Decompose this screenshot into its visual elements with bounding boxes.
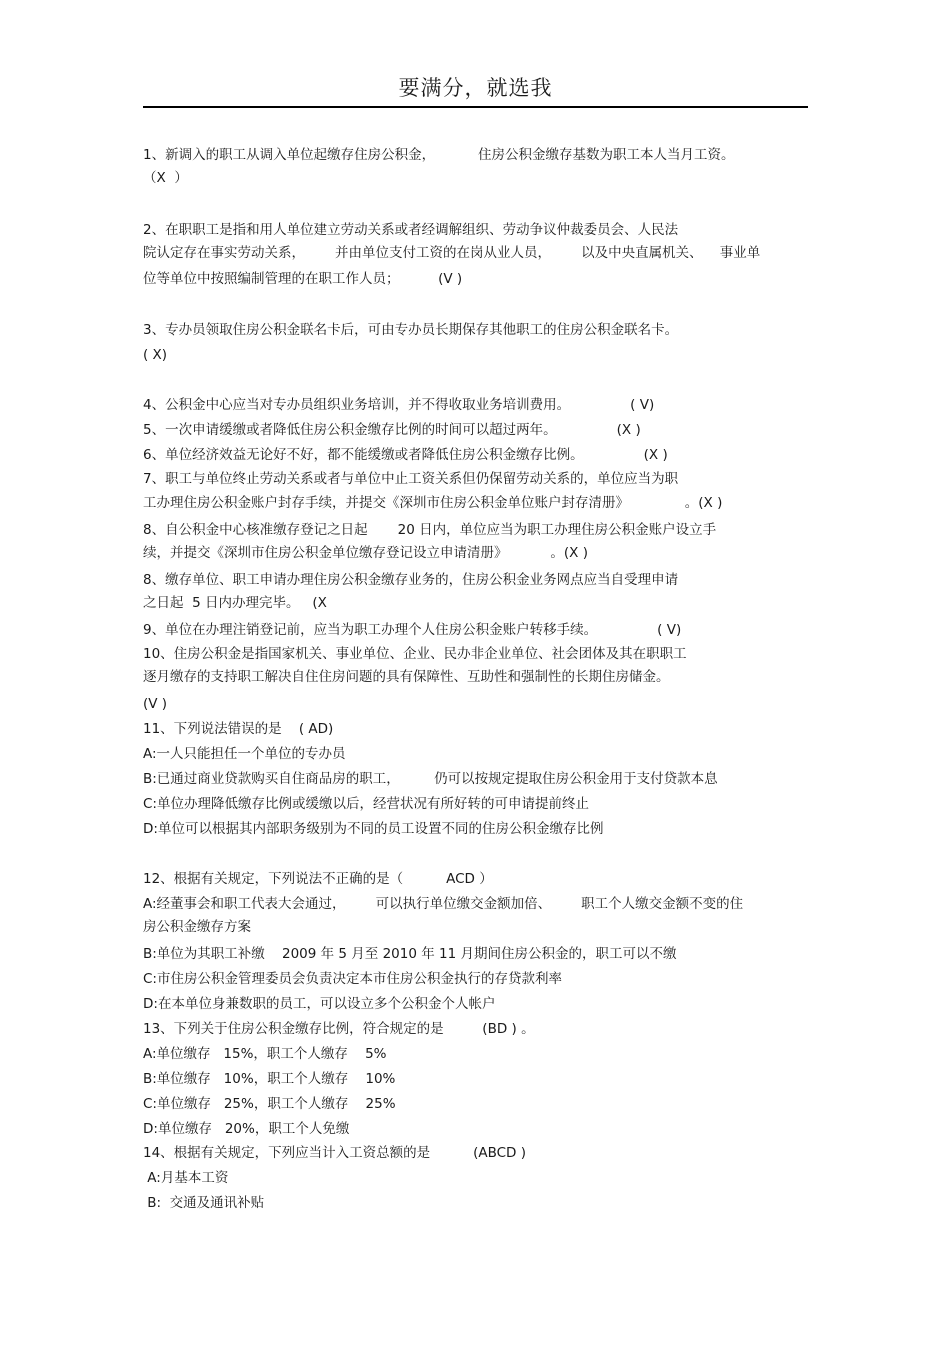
text-line: 7、职工与单位终止劳动关系或者与单位中止工资关系但仍保留劳动关系的，单位应当为职	[143, 471, 679, 487]
text-line: D:在本单位身兼数职的员工，可以设立多个公积金个人帐户	[143, 996, 496, 1012]
text-line: D:单位可以根据其内部职务级别为不同的员工设置不同的住房公积金缴存比例	[143, 821, 604, 837]
text-line: 1、新调入的职工从调入单位起缴存住房公积金， 住房公积金缴存基数为职工本人当月工资。	[143, 147, 735, 163]
text-line: 院认定存在事实劳动关系， 并由单位支付工资的在岗从业人员， 以及中央直属机关、 事业单	[143, 245, 761, 261]
text-line: 14、根据有关规定，下列应当计入工资总额的是 (ABCD )	[143, 1145, 526, 1161]
text-line: 之日起 5 日内办理完毕。 (X	[143, 595, 327, 611]
page-header	[143, 70, 808, 108]
text-line: 房公积金缴存方案	[143, 919, 251, 935]
text-line: C:单位缴存 25%，职工个人缴存 25%	[143, 1096, 396, 1112]
text-line: C:市住房公积金管理委员会负责决定本市住房公积金执行的存贷款利率	[143, 971, 562, 987]
text-line: A:经董事会和职工代表大会通过， 可以执行单位缴交金额加倍、 职工个人缴交金额不变的住	[143, 896, 744, 912]
text-line: C:单位办理降低缴存比例或缓缴以后，经营状况有所好转的可申请提前终止	[143, 796, 589, 812]
text-line: 8、自公积金中心核准缴存登记之日起 20 日内，单位应当为职工办理住房公积金账户设立手	[143, 522, 717, 538]
text-line: 8、缴存单位、职工申请办理住房公积金缴存业务的，住房公积金业务网点应当自受理申请	[143, 572, 679, 588]
text-line: 位等单位中按照编制管理的在职工作人员； (V )	[143, 271, 463, 287]
text-line: 逐月缴存的支持职工解决自住住房问题的具有保障性、互助性和强制性的长期住房储金。	[143, 669, 670, 685]
text-line: 9、单位在办理注销登记前，应当为职工办理个人住房公积金账户转移手续。 ( V)	[143, 622, 682, 638]
text-line: 工办理住房公积金账户封存手续，并提交《深圳市住房公积金单位账户封存清册》 。(X )	[143, 495, 723, 511]
text-line: 13、下列关于住房公积金缴存比例，符合规定的是 (BD ) 。	[143, 1021, 535, 1037]
text-line: A:一人只能担任一个单位的专办员	[143, 746, 346, 762]
text-line: B:单位缴存 10%，职工个人缴存 10%	[143, 1071, 396, 1087]
text-line: 6、单位经济效益无论好不好，都不能缓缴或者降低住房公积金缴存比例。 (X )	[143, 447, 668, 463]
text-line: 12、根据有关规定，下列说法不正确的是（ ACD ）	[143, 871, 493, 887]
text-line: B:已通过商业贷款购买自住商品房的职工， 仍可以按规定提取住房公积金用于支付贷款本息	[143, 771, 718, 787]
text-line: A:单位缴存 15%，职工个人缴存 5%	[143, 1046, 387, 1062]
text-line: (V )	[143, 696, 168, 712]
text-line: A:月基本工资	[143, 1170, 229, 1186]
text-line: 11、下列说法错误的是 ( AD)	[143, 721, 334, 737]
text-line: （X ）	[143, 170, 188, 186]
text-line: B: 交通及通讯补贴	[143, 1195, 265, 1211]
text-line: 2、在职职工是指和用人单位建立劳动关系或者经调解组织、劳动争议仲裁委员会、人民法	[143, 222, 679, 238]
text-line: 4、公积金中心应当对专办员组织业务培训，并不得收取业务培训费用。 ( V)	[143, 397, 655, 413]
text-line: 5、一次申请缓缴或者降低住房公积金缴存比例的时间可以超过两年。 (X )	[143, 422, 641, 438]
header-title: 要满分，就选我	[398, 76, 553, 100]
text-line: 10、住房公积金是指国家机关、事业单位、企业、民办非企业单位、社会团体及其在职职工	[143, 646, 687, 662]
text-line: 续，并提交《深圳市住房公积金单位缴存登记设立申请清册》 。(X )	[143, 545, 588, 561]
text-line: ( X)	[143, 347, 168, 363]
text-line: 3、专办员领取住房公积金联名卡后，可由专办员长期保存其他职工的住房公积金联名卡。	[143, 322, 679, 338]
text-line: D:单位缴存 20%，职工个人免缴	[143, 1121, 350, 1137]
text-line: B:单位为其职工补缴 2009 年 5 月至 2010 年 11 月期间住房公积金的，职工可以不缴	[143, 946, 677, 962]
